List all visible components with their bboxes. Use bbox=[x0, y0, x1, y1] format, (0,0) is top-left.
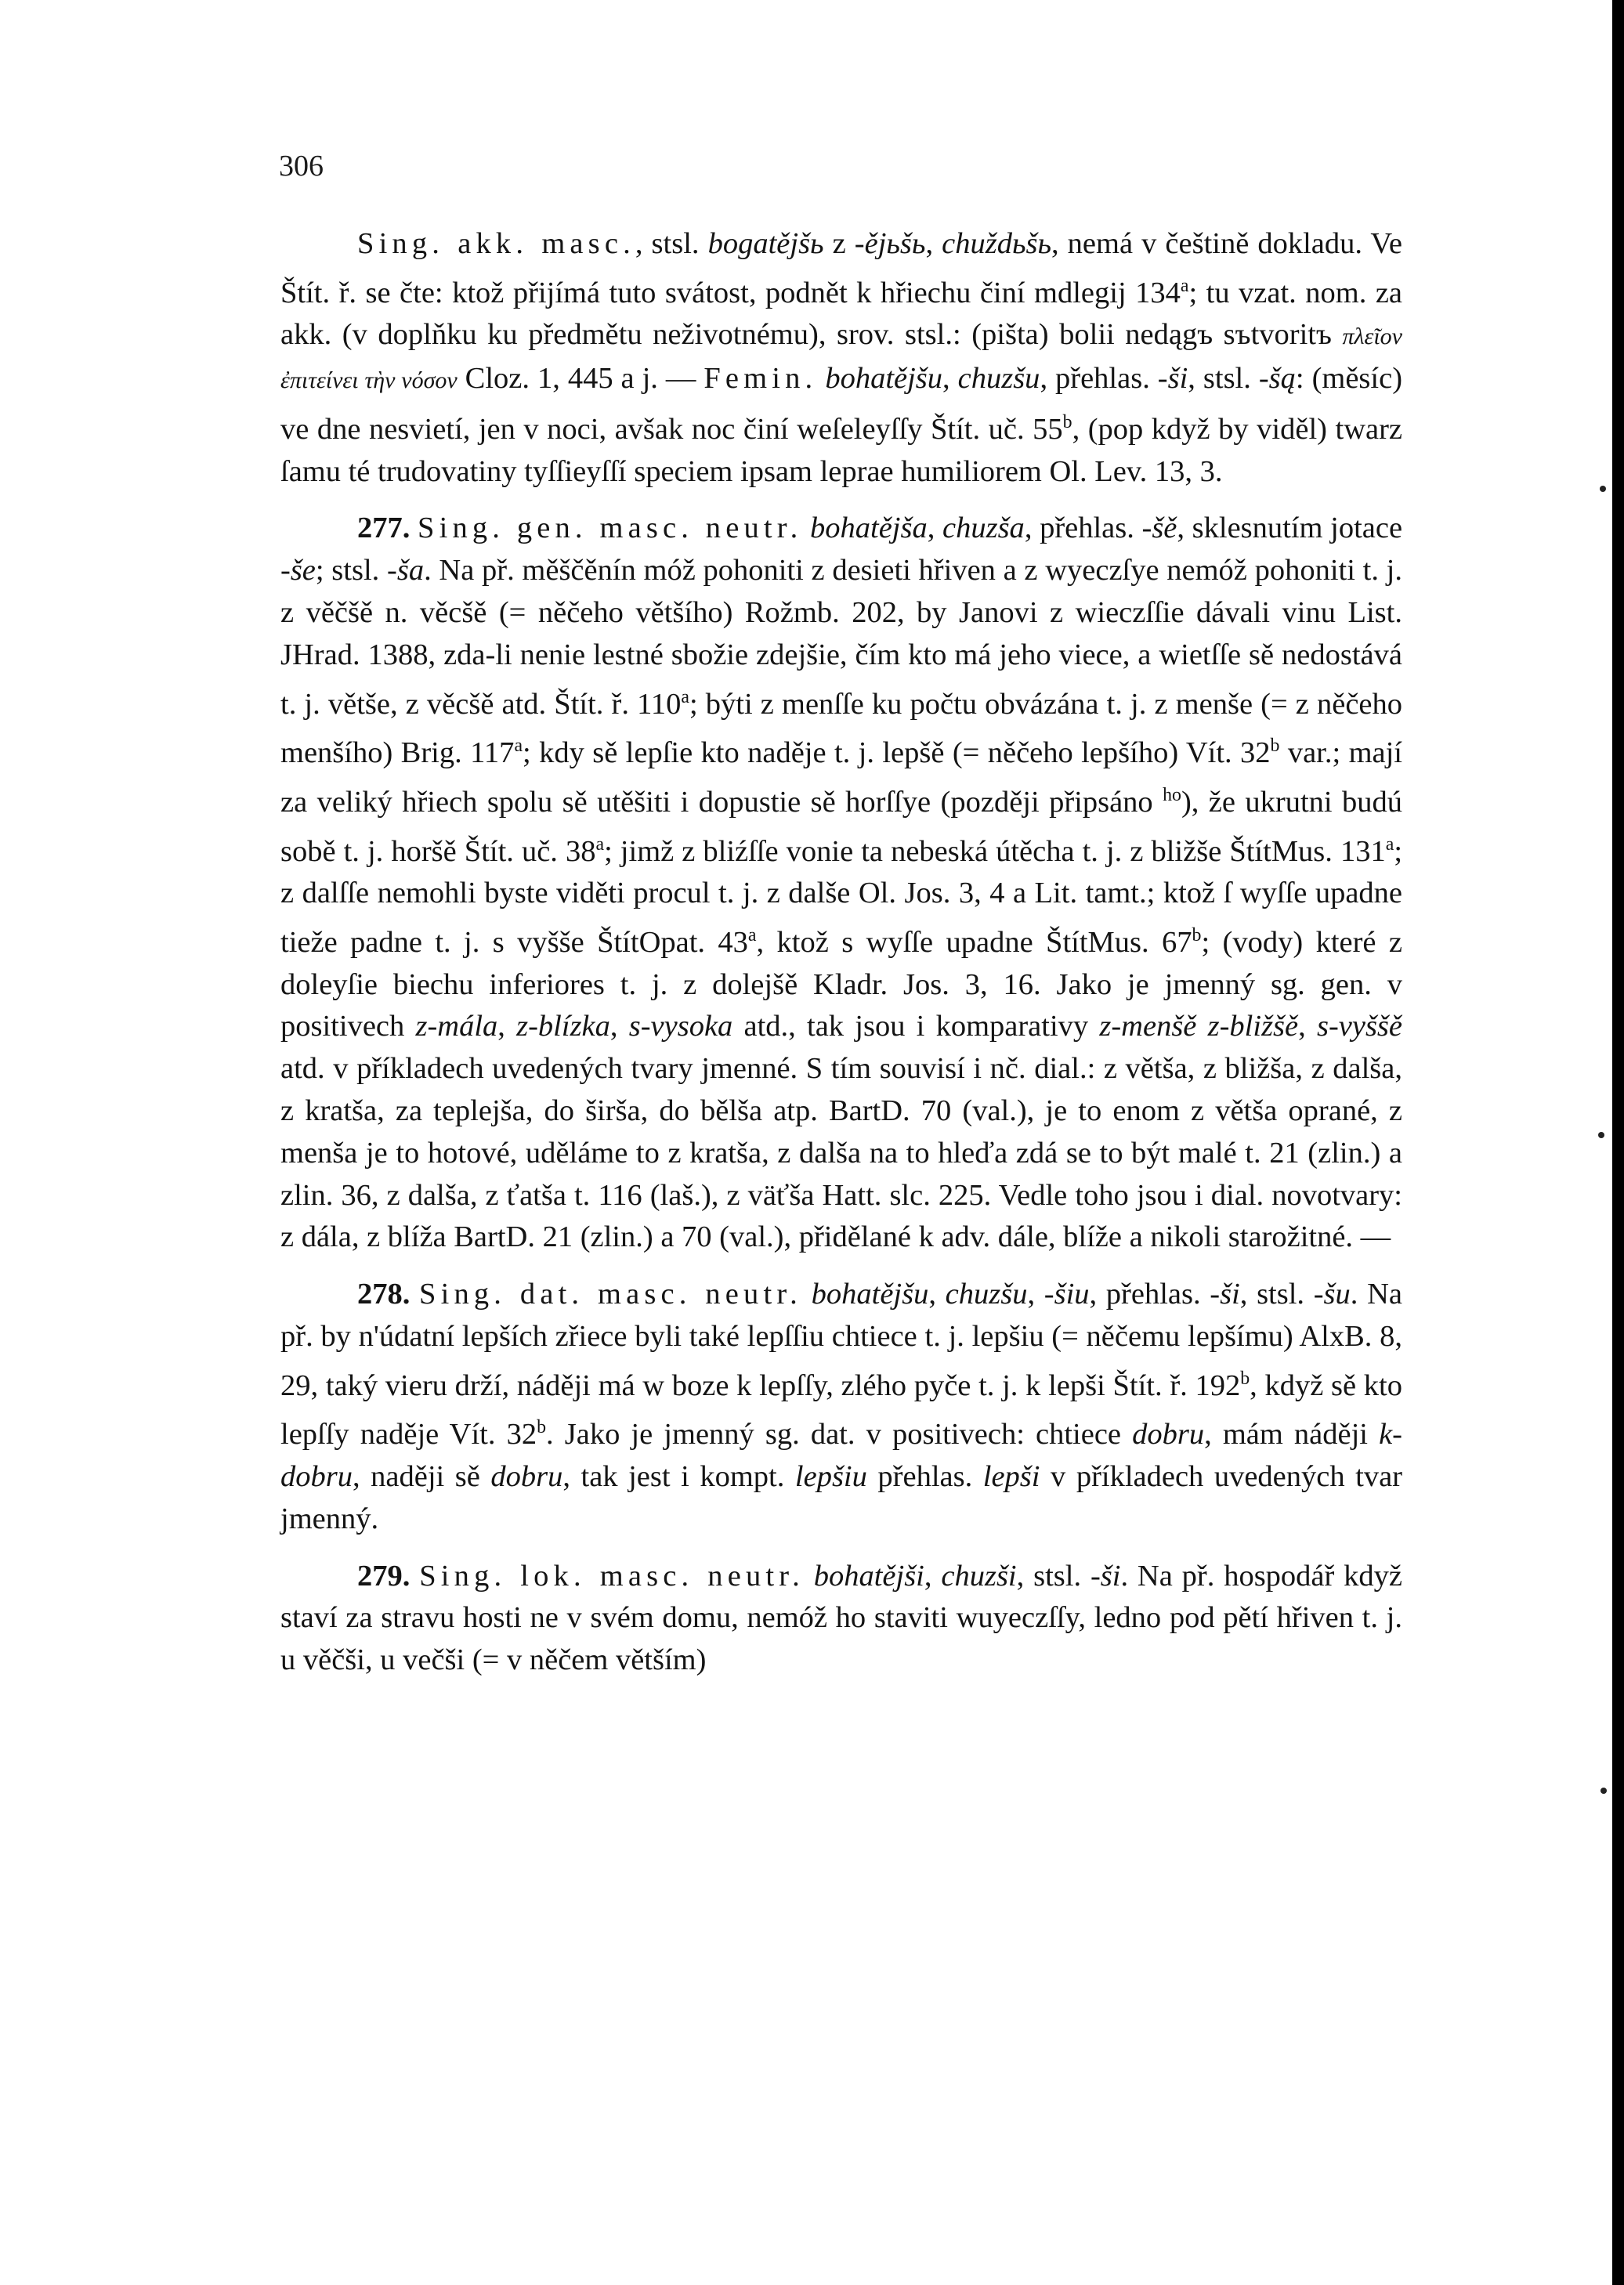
italic-run: -ša bbox=[387, 554, 425, 588]
italic-run: z-menšě bbox=[1099, 1010, 1197, 1043]
spaced-run: Sing. akk. masc. bbox=[357, 227, 635, 260]
text-run: , stsl. bbox=[635, 227, 708, 260]
italic-run: bogatějšь bbox=[707, 227, 824, 260]
text-run: : (měsíc) ve dne nesvietí, jen v noci, avšak noc činí weſeleyſſy Štít. uč. 55 bbox=[280, 362, 1403, 446]
text-run: , bbox=[1298, 1010, 1317, 1043]
italic-run: -ši bbox=[1090, 1559, 1121, 1593]
italic-run: -šu bbox=[1313, 1278, 1351, 1311]
superscript: b bbox=[537, 1417, 547, 1438]
italic-run: k-dobru bbox=[280, 1418, 1402, 1493]
text-run bbox=[1196, 1010, 1207, 1043]
text-run: , stsl. bbox=[1016, 1559, 1091, 1593]
section-number: 278. bbox=[357, 1278, 411, 1311]
text-run: . Jako je jmenný sg. dat. v positivech: chtiece bbox=[546, 1418, 1133, 1452]
spaced-run: Femin. bbox=[703, 362, 818, 396]
superscript: b bbox=[1270, 736, 1280, 757]
superscript: a bbox=[1385, 833, 1394, 855]
text-run bbox=[802, 512, 810, 544]
italic-run: bohatějša bbox=[810, 512, 928, 545]
text-run: , bbox=[928, 1278, 946, 1311]
text-run: , přehlas. bbox=[1024, 512, 1142, 545]
italic-run: -šě bbox=[1141, 512, 1177, 545]
text-run: . Na př. hospodář když staví za stravu hosti ne v svém domu, nemóž ho staviti wuyeczſſy, ledno pod pětí hřiven t. j. u věčši, u večši (= v něčem větším) bbox=[280, 1559, 1403, 1677]
text-run: , stsl. bbox=[1239, 1278, 1314, 1311]
spaced-run: Sing. gen. masc. neutr. bbox=[418, 512, 803, 545]
text-run: ; stsl. bbox=[315, 554, 388, 588]
text-run: přehlas. bbox=[866, 1459, 983, 1493]
superscript: a bbox=[747, 924, 757, 945]
superscript: a bbox=[595, 833, 605, 855]
page-number: 306 bbox=[279, 150, 324, 183]
text-run: ; jimž z bliźſſe vonie ta nebeská útěcha t. j. z bližše ŠtítMus. 131 bbox=[604, 834, 1386, 868]
italic-run: chuzša bbox=[942, 512, 1025, 545]
italic-run: s-vysoka bbox=[628, 1010, 733, 1043]
text-run: , mám náději bbox=[1204, 1418, 1380, 1452]
paragraph-279 bbox=[280, 1556, 1402, 1682]
text-run: , bbox=[925, 227, 942, 260]
italic-run: -šą bbox=[1258, 362, 1296, 396]
italic-run: bohatějšu bbox=[811, 1278, 929, 1311]
italic-run: lepši bbox=[982, 1459, 1040, 1493]
text-run: , bbox=[1027, 1278, 1044, 1311]
superscript: a bbox=[681, 686, 689, 707]
text-run: ; býti z menſſe ku počtu obvázána t. j. z menše (= z něčeho menšího) Brig. 117 bbox=[280, 687, 1402, 770]
superscript: a bbox=[514, 736, 523, 757]
text-run: , bbox=[924, 1559, 942, 1593]
italic-run: chuzšu bbox=[945, 1278, 1028, 1311]
text-run bbox=[410, 1560, 419, 1593]
italic-run: -še bbox=[280, 554, 316, 588]
text-run: , (pop když by viděl) twarz ſamu té trudovatiny tyſſieyſſí speciem ipsam leprae humiliorem Ol. Lev. 13, 3. bbox=[280, 412, 1402, 488]
paragraph-intro bbox=[280, 223, 1402, 493]
text-run: ; tu vzat. nom. za akk. (v doplňku ku předmětu neživotnému), srov. stsl.: (pišta) bolii nedągъ sъtvoritъ bbox=[280, 276, 1402, 352]
text-run: . Na př. měščěnín móž pohoniti z desieti hřiven a z wyeczſye nemóž pohoniti t. j. z věčšě n. věcšě (= něčeho většího) Rožmb. 202, by Janovi z wieczſſie dávali vinu List. JHrad. 1388, zda-li nenie lestné sbožie zdejšie, čím kto má jeho viece, a wietſſe sě nedostává t. j. větše, z věcšě atd. Štít. ř. 110 bbox=[280, 554, 1402, 721]
italic-run: -ši bbox=[1157, 362, 1188, 396]
text-run: , přehlas. bbox=[1040, 362, 1158, 396]
spaced-run: Sing. dat. masc. neutr. bbox=[419, 1278, 802, 1311]
text-run: , bbox=[497, 1010, 517, 1043]
italic-run: bohatějši bbox=[813, 1559, 924, 1593]
italic-run: bohatějšu bbox=[825, 362, 943, 396]
italic-run: chuzši bbox=[941, 1559, 1017, 1593]
italic-run: z-blízka bbox=[516, 1010, 610, 1043]
text-run bbox=[802, 1278, 812, 1311]
text-run: var.; mají za veliký hřiech spolu sě utěšiti i dopustie sě horſſye (později připsáno bbox=[280, 736, 1402, 819]
text-run: v příkladech uvedených tvar jmenný. bbox=[280, 1459, 1402, 1535]
paragraph-277 bbox=[280, 508, 1402, 1259]
italic-run: dobru bbox=[490, 1459, 563, 1493]
text-run: , ktož s wyſſe upadne ŠtítMus. 67 bbox=[756, 925, 1192, 959]
text-run: atd., tak jsou i komparativy bbox=[732, 1010, 1100, 1043]
text-run: ), že ukrutni budú sobě t. j. horšě Štít. uč. 38 bbox=[280, 785, 1402, 868]
text-run bbox=[817, 362, 825, 395]
greek-quote: πλεῖον ἐπιτείνει τὴν νόσον bbox=[280, 324, 1402, 394]
text-run: ; (vody) které z doleyſie biechu inferiores t. j. z dolejšě Kladr. Jos. 3, 16. Jako je jmenný sg. gen. v positivech bbox=[280, 925, 1402, 1043]
italic-run: z-mála bbox=[415, 1010, 498, 1043]
text-run: , bbox=[609, 1010, 629, 1043]
superscript: b bbox=[1240, 1368, 1250, 1389]
text-run: , když sě kto lepſſy naděje Vít. 32 bbox=[280, 1368, 1402, 1452]
text-run: , bbox=[942, 362, 958, 396]
text-run: , naději sě bbox=[352, 1459, 491, 1493]
paragraph-278 bbox=[280, 1274, 1402, 1540]
scan-speck bbox=[1600, 486, 1606, 492]
text-body bbox=[280, 223, 1402, 1682]
scan-speck bbox=[1600, 1788, 1607, 1794]
italic-run: -šiu bbox=[1043, 1278, 1090, 1311]
text-run: atd. v příkladech uvedených tvary jmenné. S tím souvisí i nč. dial.: z větša, z bližša, z dalša, z kratša, za teplejša, do širša, do bělša atp. BartD. 70 (val.), je to enom z větša oprané, z menša je to hotové, uděláme to z kratša, z dalša na to hleďa zdá se to být malé t. 21 (zlin.) a zlin. 36, z dalša, z ťatša t. 116 (laš.), z väťša Hatt. slc. 225. Vedle toho jsou i dial. novotvary: z dála, z blíža BartD. 21 (zlin.) a 70 (val.), přidělané k adv. dále, blíže a nikoli starožitné. — bbox=[280, 1052, 1402, 1254]
text-run: , stsl. bbox=[1188, 362, 1259, 396]
text-run: , nemá v češtině dokladu. Ve Štít. ř. se čte: ktož přijímá tuto svátost, podnět k hřiechu činí mdlegij 134 bbox=[280, 227, 1403, 309]
text-run: Cloz. 1, 445 a j. — bbox=[457, 362, 704, 396]
italic-run: chuždьšь bbox=[942, 227, 1051, 260]
text-run: , bbox=[927, 512, 942, 545]
italic-run: s-vyššě bbox=[1316, 1010, 1403, 1043]
italic-run: -ši bbox=[1210, 1278, 1240, 1311]
italic-run: lepšiu bbox=[794, 1459, 867, 1493]
italic-run: -ějьšь bbox=[854, 227, 926, 260]
text-run: , přehlas. bbox=[1089, 1278, 1210, 1311]
superscript: a bbox=[1180, 275, 1189, 296]
section-number: 279. bbox=[357, 1559, 411, 1593]
italic-run: dobru bbox=[1132, 1418, 1205, 1452]
superscript: b bbox=[1062, 412, 1072, 433]
italic-run: chuzšu bbox=[957, 362, 1040, 396]
text-run bbox=[410, 1278, 419, 1311]
text-run: . Na př. by n'údatní lepších zřiece byli také lepſſiu chtiece t. j. lepšiu (= něčemu lepšímu) AlxB. 8, 29, taký vieru drží, náději má w boze k lepſſy, zlého pyče t. j. k lepši Štít. ř. 192 bbox=[280, 1278, 1402, 1402]
superscript: ho bbox=[1163, 784, 1181, 805]
italic-run: z-bližšě bbox=[1207, 1010, 1299, 1043]
text-run: z bbox=[823, 227, 855, 260]
text-run bbox=[410, 512, 418, 544]
text-run: , tak jest i kompt. bbox=[562, 1459, 795, 1493]
superscript: b bbox=[1192, 924, 1202, 945]
scan-speck bbox=[1598, 1132, 1604, 1138]
spaced-run: Sing. lok. masc. neutr. bbox=[419, 1559, 805, 1593]
text-run: ; z dalſſe nemohli byste viděti procul t. j. z dalše Ol. Jos. 3, 4 a Lit. tamt.; ktož ſ wyſſe upadne tieže padne t. j. s vyšše ŠtítOpat. 43 bbox=[280, 834, 1403, 959]
text-run: ; kdy sě lepſie kto naděje t. j. lepšě (= něčeho lepšího) Vít. 32 bbox=[523, 736, 1271, 770]
section-number: 277. bbox=[357, 512, 411, 545]
text-run: , sklesnutím jotace bbox=[1177, 512, 1403, 545]
text-run bbox=[805, 1560, 814, 1593]
